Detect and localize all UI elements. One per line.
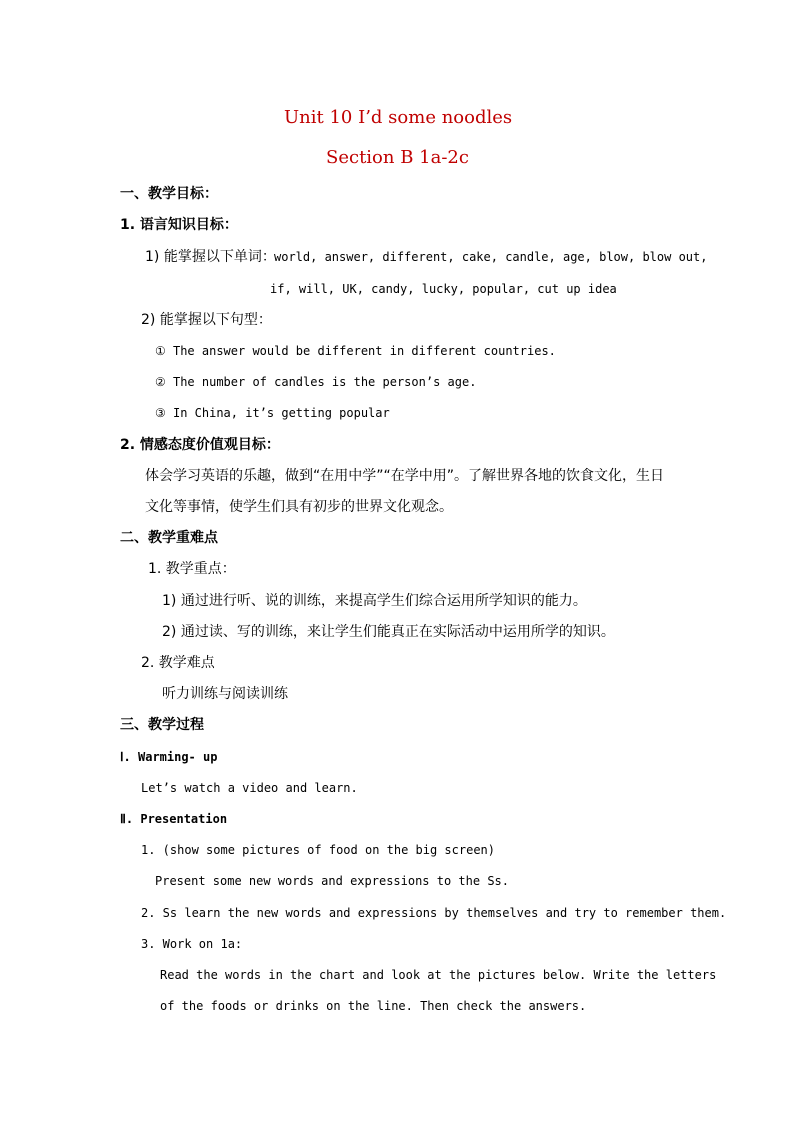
presentation-step-3-line-1: Read the words in the chart and look at the pictures below. Write the letters — [160, 968, 717, 982]
key-points-label: 1. 教学重点： — [148, 561, 236, 577]
warming-up-label: Ⅰ. Warming- up — [120, 750, 218, 764]
sentence-item: ② The number of candles is the person’s age. — [155, 375, 477, 389]
presentation-step-3-line-2: of the foods or drinks on the line. Then check the answers. — [160, 999, 587, 1013]
heading-emotion-goals: 2. 情感态度价值观目标： — [120, 437, 280, 453]
emotion-text-line-2: 文化等事情，使学生们具有初步的世界文化观念。 — [145, 499, 453, 515]
presentation-label: Ⅱ. Presentation — [120, 812, 228, 826]
presentation-step-1: 1. (show some pictures of food on the big screen) — [141, 843, 496, 857]
warming-up-text: Let’s watch a video and learn. — [141, 781, 358, 795]
sentence-item: ③ In China, it’s getting popular — [155, 406, 390, 420]
emotion-text-line-1: 体会学习英语的乐趣，做到“在用中学”“在学中用”。了解世界各地的饮食文化，生日 — [145, 468, 665, 484]
key-point-item: 2) 通过读、写的训练，来让学生们能真正在实际活动中运用所学的知识。 — [162, 624, 615, 640]
heading-key-difficult: 二、教学重难点 — [120, 530, 218, 546]
vocab-line-2: if, will, UK, candy, lucky, popular, cut up idea — [270, 282, 617, 296]
sentence-label: 2) 能掌握以下句型： — [141, 312, 272, 328]
sentence-item: ① The answer would be different in different countries. — [155, 344, 556, 358]
vocab-label: 1) 能掌握以下单词： — [145, 249, 276, 265]
presentation-step-2: 2. Ss learn the new words and expressions by themselves and try to remember them. — [141, 906, 727, 920]
vocab-line-1: world, answer, different, cake, candle, age, blow, blow out, — [274, 250, 708, 264]
presentation-step-1-detail: Present some new words and expressions to the Ss. — [155, 874, 510, 888]
difficult-points-label: 2. 教学难点 — [141, 655, 215, 671]
presentation-step-3: 3. Work on 1a: — [141, 937, 243, 951]
doc-title: Unit 10 I’d some noodles — [284, 107, 513, 128]
heading-teaching-goals: 一、教学目标： — [120, 186, 218, 202]
doc-subtitle: Section B 1a-2c — [326, 147, 469, 168]
heading-process: 三、教学过程 — [120, 717, 204, 733]
heading-language-goals: 1. 语言知识目标： — [120, 217, 238, 233]
key-point-item: 1) 通过进行听、说的训练，来提高学生们综合运用所学知识的能力。 — [162, 593, 587, 609]
difficult-points-text: 听力训练与阅读训练 — [162, 686, 288, 702]
